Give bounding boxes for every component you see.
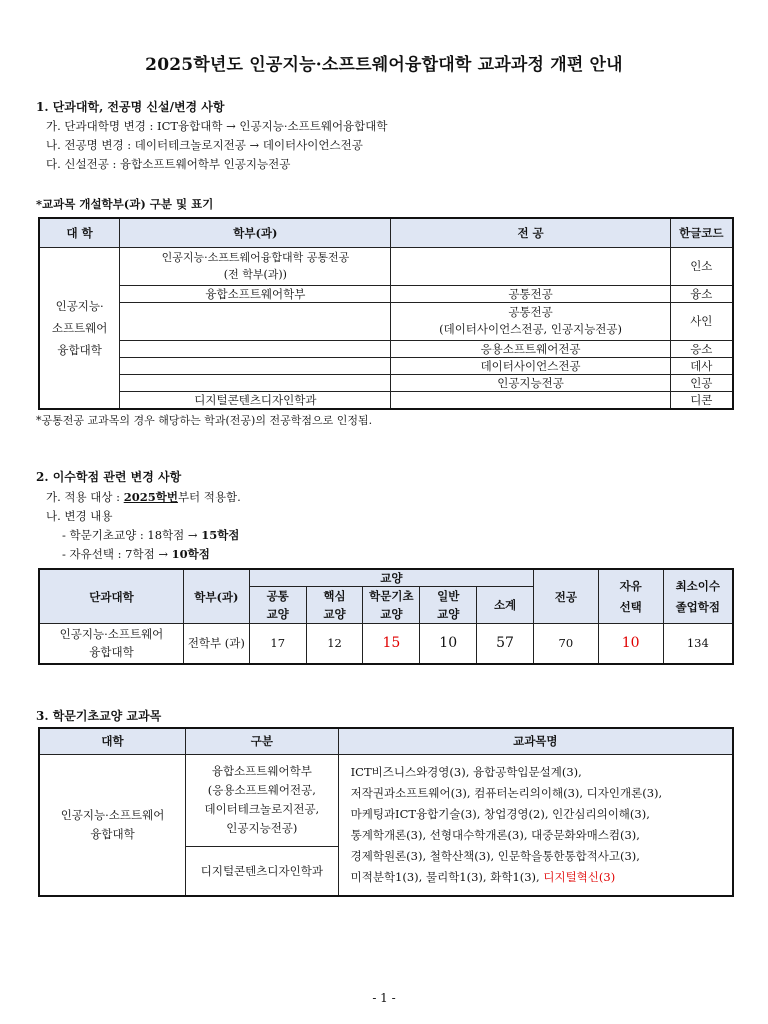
t1-college-cell: 인공지능· 소프트웨어 융합대학 bbox=[39, 247, 120, 409]
t1-major-cell: 데이터사이언스전공 bbox=[391, 357, 670, 374]
t2-value-academic: 15 bbox=[363, 624, 420, 664]
course-line: ICT비즈니스와경영(3), 융합공학입문설계(3), bbox=[350, 764, 582, 779]
section-2-heading: 2. 이수학점 관련 변경 사항 bbox=[36, 470, 182, 484]
s2-line-a bbox=[46, 489, 241, 505]
t1-code-cell: 디콘 bbox=[670, 391, 733, 409]
s2-change-1-pre: - 학문기초교양 : 18학점 → bbox=[62, 528, 202, 542]
t1-major-cell: 응용소프트웨어전공 bbox=[391, 340, 670, 357]
t2-sub-academic: 학문기초 교양 bbox=[363, 587, 420, 624]
t2-value-major: 70 bbox=[533, 624, 598, 664]
t2-value-common: 17 bbox=[249, 624, 306, 664]
s2-change-2-new: 10학점 bbox=[171, 547, 210, 561]
s2-change-2-pre: - 자유선택 : 7학점 → bbox=[62, 547, 172, 561]
t1-code-cell: 응소 bbox=[670, 340, 733, 357]
t3-header-college: 대학 bbox=[39, 728, 186, 754]
t2-header-major: 전공 bbox=[533, 569, 598, 624]
t2-value-min: 134 bbox=[663, 624, 733, 664]
t1-dept-cell bbox=[120, 374, 391, 391]
s1-line-b: 나. 전공명 변경 : 데이터테크놀로지전공 → 데이터사이언스전공 bbox=[46, 138, 363, 152]
t1-dept-cell: 융합소프트웨어학부 bbox=[120, 285, 391, 302]
s2-line-b: 나. 변경 내용 bbox=[46, 509, 113, 523]
section-3-heading: 3. 학문기초교양 교과목 bbox=[36, 709, 162, 723]
t3-course-list bbox=[338, 754, 733, 896]
t2-header-dept: 학부(과) bbox=[183, 569, 249, 624]
table1-note: *공통전공 교과목의 경우 해당하는 학과(전공)의 전공학점으로 인정됨. bbox=[36, 414, 373, 427]
t1-major-cell: 인공지능전공 bbox=[391, 374, 670, 391]
t1-major-cell bbox=[391, 247, 670, 285]
credit-table bbox=[38, 568, 734, 665]
table1-caption: *교과목 개설학부(과) 구분 및 표기 bbox=[36, 197, 214, 211]
course-line: 마케팅과ICT융합기술(3), 창업경영(2), 인간심리의이해(3), bbox=[350, 806, 650, 821]
course-line: 저작권과소프트웨어(3), 컴퓨터논리의이해(3), 디자인개론(3), bbox=[350, 785, 663, 800]
t2-header-min: 최소이수 졸업학점 bbox=[663, 569, 733, 624]
t2-value-free: 10 bbox=[598, 624, 663, 664]
page-title: 2025학년도 인공지능·소프트웨어융합대학 교과과정 개편 안내 bbox=[145, 55, 623, 75]
t1-code-cell: 인공 bbox=[670, 374, 733, 391]
s2-line-a-pre: 가. 적용 대상 : bbox=[46, 490, 124, 504]
s2-change-1 bbox=[62, 527, 239, 543]
t2-sub-subtotal: 소계 bbox=[477, 587, 534, 624]
t2-sub-general: 일반 교양 bbox=[420, 587, 477, 624]
t1-header-major: 전 공 bbox=[391, 218, 670, 247]
t1-header-code: 한글코드 bbox=[670, 218, 733, 247]
s2-change-1-new: 15학점 bbox=[201, 528, 240, 542]
t1-code-cell: 데사 bbox=[670, 357, 733, 374]
t2-header-free: 자유 선택 bbox=[598, 569, 663, 624]
course-line: 통계학개론(3), 선형대수학개론(3), 대중문화와매스컴(3), bbox=[350, 827, 640, 842]
course-table bbox=[38, 727, 734, 897]
t1-dept-cell bbox=[120, 302, 391, 340]
t1-major-cell: 공통전공 (데이터사이언스전공, 인공지능전공) bbox=[391, 302, 670, 340]
t2-dept-cell: 전학부 (과) bbox=[183, 624, 249, 664]
t1-header-dept: 학부(과) bbox=[120, 218, 391, 247]
t1-header-college: 대 학 bbox=[39, 218, 120, 247]
t2-value-general: 10 bbox=[420, 624, 477, 664]
s2-line-a-post: 부터 적용함. bbox=[177, 490, 241, 504]
s1-line-a: 가. 단과대학명 변경 : ICT융합대학 → 인공지능·소프트웨어융합대학 bbox=[46, 119, 388, 133]
t1-code-cell: 사인 bbox=[670, 302, 733, 340]
t1-dept-cell: 디지털콘텐츠디자인학과 bbox=[120, 391, 391, 409]
t3-header-courses: 교과목명 bbox=[338, 728, 733, 754]
t3-group-software: 융합소프트웨어학부 (응용소프트웨어전공, 데이터테크놀로지전공, 인공지능전공) bbox=[186, 754, 339, 846]
t3-group-design: 디지털콘텐츠디자인학과 bbox=[186, 846, 339, 896]
t1-major-cell bbox=[391, 391, 670, 409]
t1-code-cell: 융소 bbox=[670, 285, 733, 302]
t2-value-subtotal: 57 bbox=[477, 624, 534, 664]
t1-major-cell: 공통전공 bbox=[391, 285, 670, 302]
t1-dept-cell bbox=[120, 357, 391, 374]
t2-header-liberal: 교양 bbox=[249, 569, 533, 587]
course-highlight: 디지털혁신(3) bbox=[543, 869, 616, 884]
s2-change-2 bbox=[62, 546, 210, 562]
course-line bbox=[351, 867, 720, 888]
s1-line-c: 다. 신설전공 : 융합소프트웨어학부 인공지능전공 bbox=[46, 157, 291, 171]
t1-dept-cell: 인공지능·소프트웨어융합대학 공통전공 (전 학부(과)) bbox=[120, 247, 391, 285]
section-1-heading: 1. 단과대학, 전공명 신설/변경 사항 bbox=[36, 100, 225, 114]
s2-line-a-target: 2025학번 bbox=[123, 490, 178, 504]
t2-header-college: 단과대학 bbox=[39, 569, 183, 624]
t2-sub-core: 핵심 교양 bbox=[306, 587, 363, 624]
t1-dept-cell bbox=[120, 340, 391, 357]
course-line: 경제학원론(3), 철학산책(3), 인문학을통한통합적사고(3), bbox=[350, 848, 640, 863]
dept-code-table bbox=[38, 217, 734, 410]
t1-code-cell: 인소 bbox=[670, 247, 733, 285]
t3-college-cell: 인공지능·소프트웨어 융합대학 bbox=[39, 754, 186, 896]
t2-value-core: 12 bbox=[306, 624, 363, 664]
t2-college-cell: 인공지능·소프트웨어 융합대학 bbox=[39, 624, 183, 664]
course-line-last: 미적분학1(3), 물리학1(3), 화학1(3), bbox=[350, 869, 544, 884]
t3-header-group: 구분 bbox=[186, 728, 339, 754]
t2-sub-common: 공통 교양 bbox=[249, 587, 306, 624]
page-number: - 1 - bbox=[372, 991, 396, 1005]
